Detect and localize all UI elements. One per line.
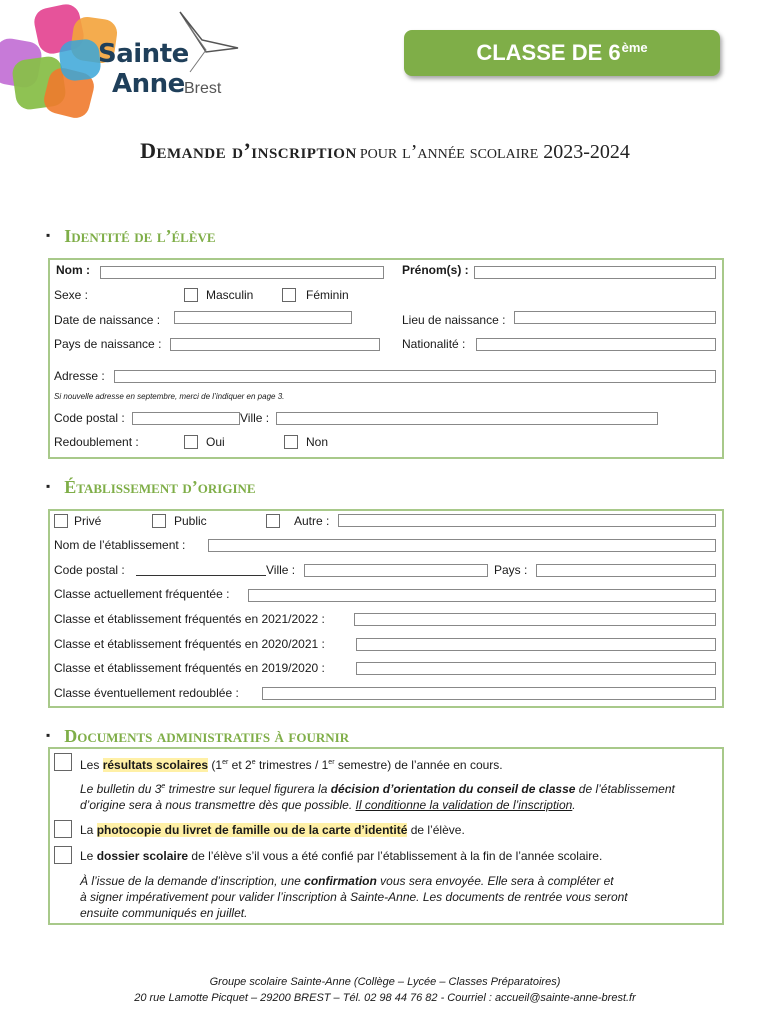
bullet-icon: ▪ (46, 479, 51, 493)
redoublement-label: Redoublement : (54, 435, 139, 449)
lieu-naissance-field[interactable] (514, 311, 716, 324)
doc-livret-text: La photocopie du livret de famille ou de la carte d’identité de l’élève. (80, 823, 465, 837)
classe-redoublee-label: Classe éventuellement redoublée : (54, 686, 239, 700)
doc-resultats-checkbox[interactable] (54, 753, 72, 771)
prive-checkbox[interactable] (54, 514, 68, 528)
title-main: Demande d’inscription (140, 138, 357, 163)
adresse-field[interactable] (114, 370, 716, 383)
ville-label: Ville : (240, 411, 270, 425)
nom-label: Nom : (56, 263, 90, 277)
code-postal-field[interactable] (132, 412, 240, 425)
classe-2021-field[interactable] (354, 613, 716, 626)
classe-redoublee-field[interactable] (262, 687, 716, 700)
non-label: Non (306, 435, 329, 449)
origin-ville-field[interactable] (304, 564, 488, 577)
feminin-label: Féminin (306, 288, 349, 302)
title-year: pour l’année scolaire 2023-2024 (359, 141, 630, 163)
pays-label: Pays : (494, 563, 528, 577)
nom-etab-label: Nom de l’établissement : (54, 538, 186, 552)
doc-dossier-checkbox[interactable] (54, 846, 72, 864)
public-label: Public (174, 514, 207, 528)
bullet-icon: ▪ (46, 228, 51, 242)
nationalite-label: Nationalité : (402, 337, 466, 351)
classe-2019-label: Classe et établissement fréquentés en 2019/2020 : (54, 661, 325, 675)
nationalite-field[interactable] (476, 338, 716, 351)
classe-2019-field[interactable] (356, 662, 716, 675)
masculin-label: Masculin (206, 288, 254, 302)
section-heading-identity-text: Identité de l’élève (64, 226, 216, 246)
oui-label: Oui (206, 435, 225, 449)
identity-box (48, 258, 724, 459)
pays-naissance-field[interactable] (170, 338, 380, 351)
section-heading-origin-text: Établissement d’origine (64, 477, 256, 497)
doc-dossier-text: Le dossier scolaire de l’élève s’il vous a été confié par l’établissement à la fin de l’année scolaire. (80, 849, 603, 863)
adresse-note: Si nouvelle adresse en septembre, merci de l’indiquer en page 3. (54, 392, 285, 401)
prenom-field[interactable] (474, 266, 716, 279)
autre-field[interactable] (338, 514, 716, 527)
redoublement-non-checkbox[interactable] (284, 435, 298, 449)
logo-city: Brest (184, 80, 222, 97)
nom-field[interactable] (100, 266, 384, 279)
public-checkbox[interactable] (152, 514, 166, 528)
school-logo (0, 0, 250, 130)
doc-livret-checkbox[interactable] (54, 820, 72, 838)
section-heading-origin (46, 477, 256, 498)
lieu-naissance-label: Lieu de naissance : (402, 313, 506, 327)
pays-field[interactable] (536, 564, 716, 577)
adresse-label: Adresse : (54, 369, 105, 383)
classe-2020-label: Classe et établissement fréquentés en 2020/2021 : (54, 637, 325, 651)
redoublement-oui-checkbox[interactable] (184, 435, 198, 449)
classe-2021-label: Classe et établissement fréquentés en 2021/2022 : (54, 612, 325, 626)
classe-actuelle-label: Classe actuellement fréquentée : (54, 587, 230, 601)
origin-code-postal-field[interactable] (136, 575, 266, 576)
code-postal-label: Code postal : (54, 411, 125, 425)
section-heading-documents-text: Documents administratifs à fournir (64, 726, 350, 746)
date-naissance-label: Date de naissance : (54, 313, 161, 327)
bullet-icon: ▪ (46, 728, 51, 742)
page-title (0, 138, 770, 164)
autre-checkbox[interactable] (266, 514, 280, 528)
section-heading-identity (46, 226, 216, 247)
classe-actuelle-field[interactable] (248, 589, 716, 602)
prenom-label: Prénom(s) : (402, 263, 469, 277)
classe-2020-field[interactable] (356, 638, 716, 651)
nom-etab-field[interactable] (208, 539, 716, 552)
doc-bulletin-note: Le bulletin du 3e trimestre sur lequel figurera la décision d’orientation du conseil de classe de l’établissement d’origine sera à nous transmettre dès que possible. Il conditionne la validation de l’inscription. (80, 782, 675, 812)
class-badge (404, 30, 720, 76)
class-badge-main: CLASSE DE 6 (476, 40, 621, 65)
prive-label: Privé (74, 514, 102, 528)
origin-code-postal-label: Code postal : (54, 563, 125, 577)
origin-ville-label: Ville : (266, 563, 296, 577)
confirmation-note: À l’issue de la demande d’inscription, une confirmation vous sera envoyée. Elle sera à compléter et à signer impérativement pour valider l’inscription à Sainte-Anne. Les documents de rentrée vous seront ensuite communiqués en juillet. (80, 874, 628, 920)
documents-box (48, 747, 724, 925)
pays-naissance-label: Pays de naissance : (54, 337, 162, 351)
footer-line1: Groupe scolaire Sainte-Anne (Collège – Lycée – Classes Préparatoires) (209, 976, 561, 988)
sexe-label: Sexe : (54, 288, 89, 302)
feminin-checkbox[interactable] (282, 288, 296, 302)
class-badge-sup: ème (621, 39, 648, 55)
footer-line2: 20 rue Lamotte Picquet – 29200 BREST – Tél. 02 98 44 76 82 - Courriel : accueil@sainte-anne-brest.fr (134, 992, 636, 1004)
autre-label: Autre : (294, 514, 330, 528)
logo-name-line1: Sainte (98, 39, 189, 69)
date-naissance-field[interactable] (174, 311, 352, 324)
section-heading-documents (46, 726, 349, 747)
footer (0, 974, 770, 1006)
logo-name-line2: Anne (112, 69, 185, 99)
masculin-checkbox[interactable] (184, 288, 198, 302)
origin-box (48, 509, 724, 708)
doc-resultats-text: Les résultats scolaires (1er et 2e trimestres / 1er semestre) de l’année en cours. (80, 758, 503, 772)
ville-field[interactable] (276, 412, 658, 425)
